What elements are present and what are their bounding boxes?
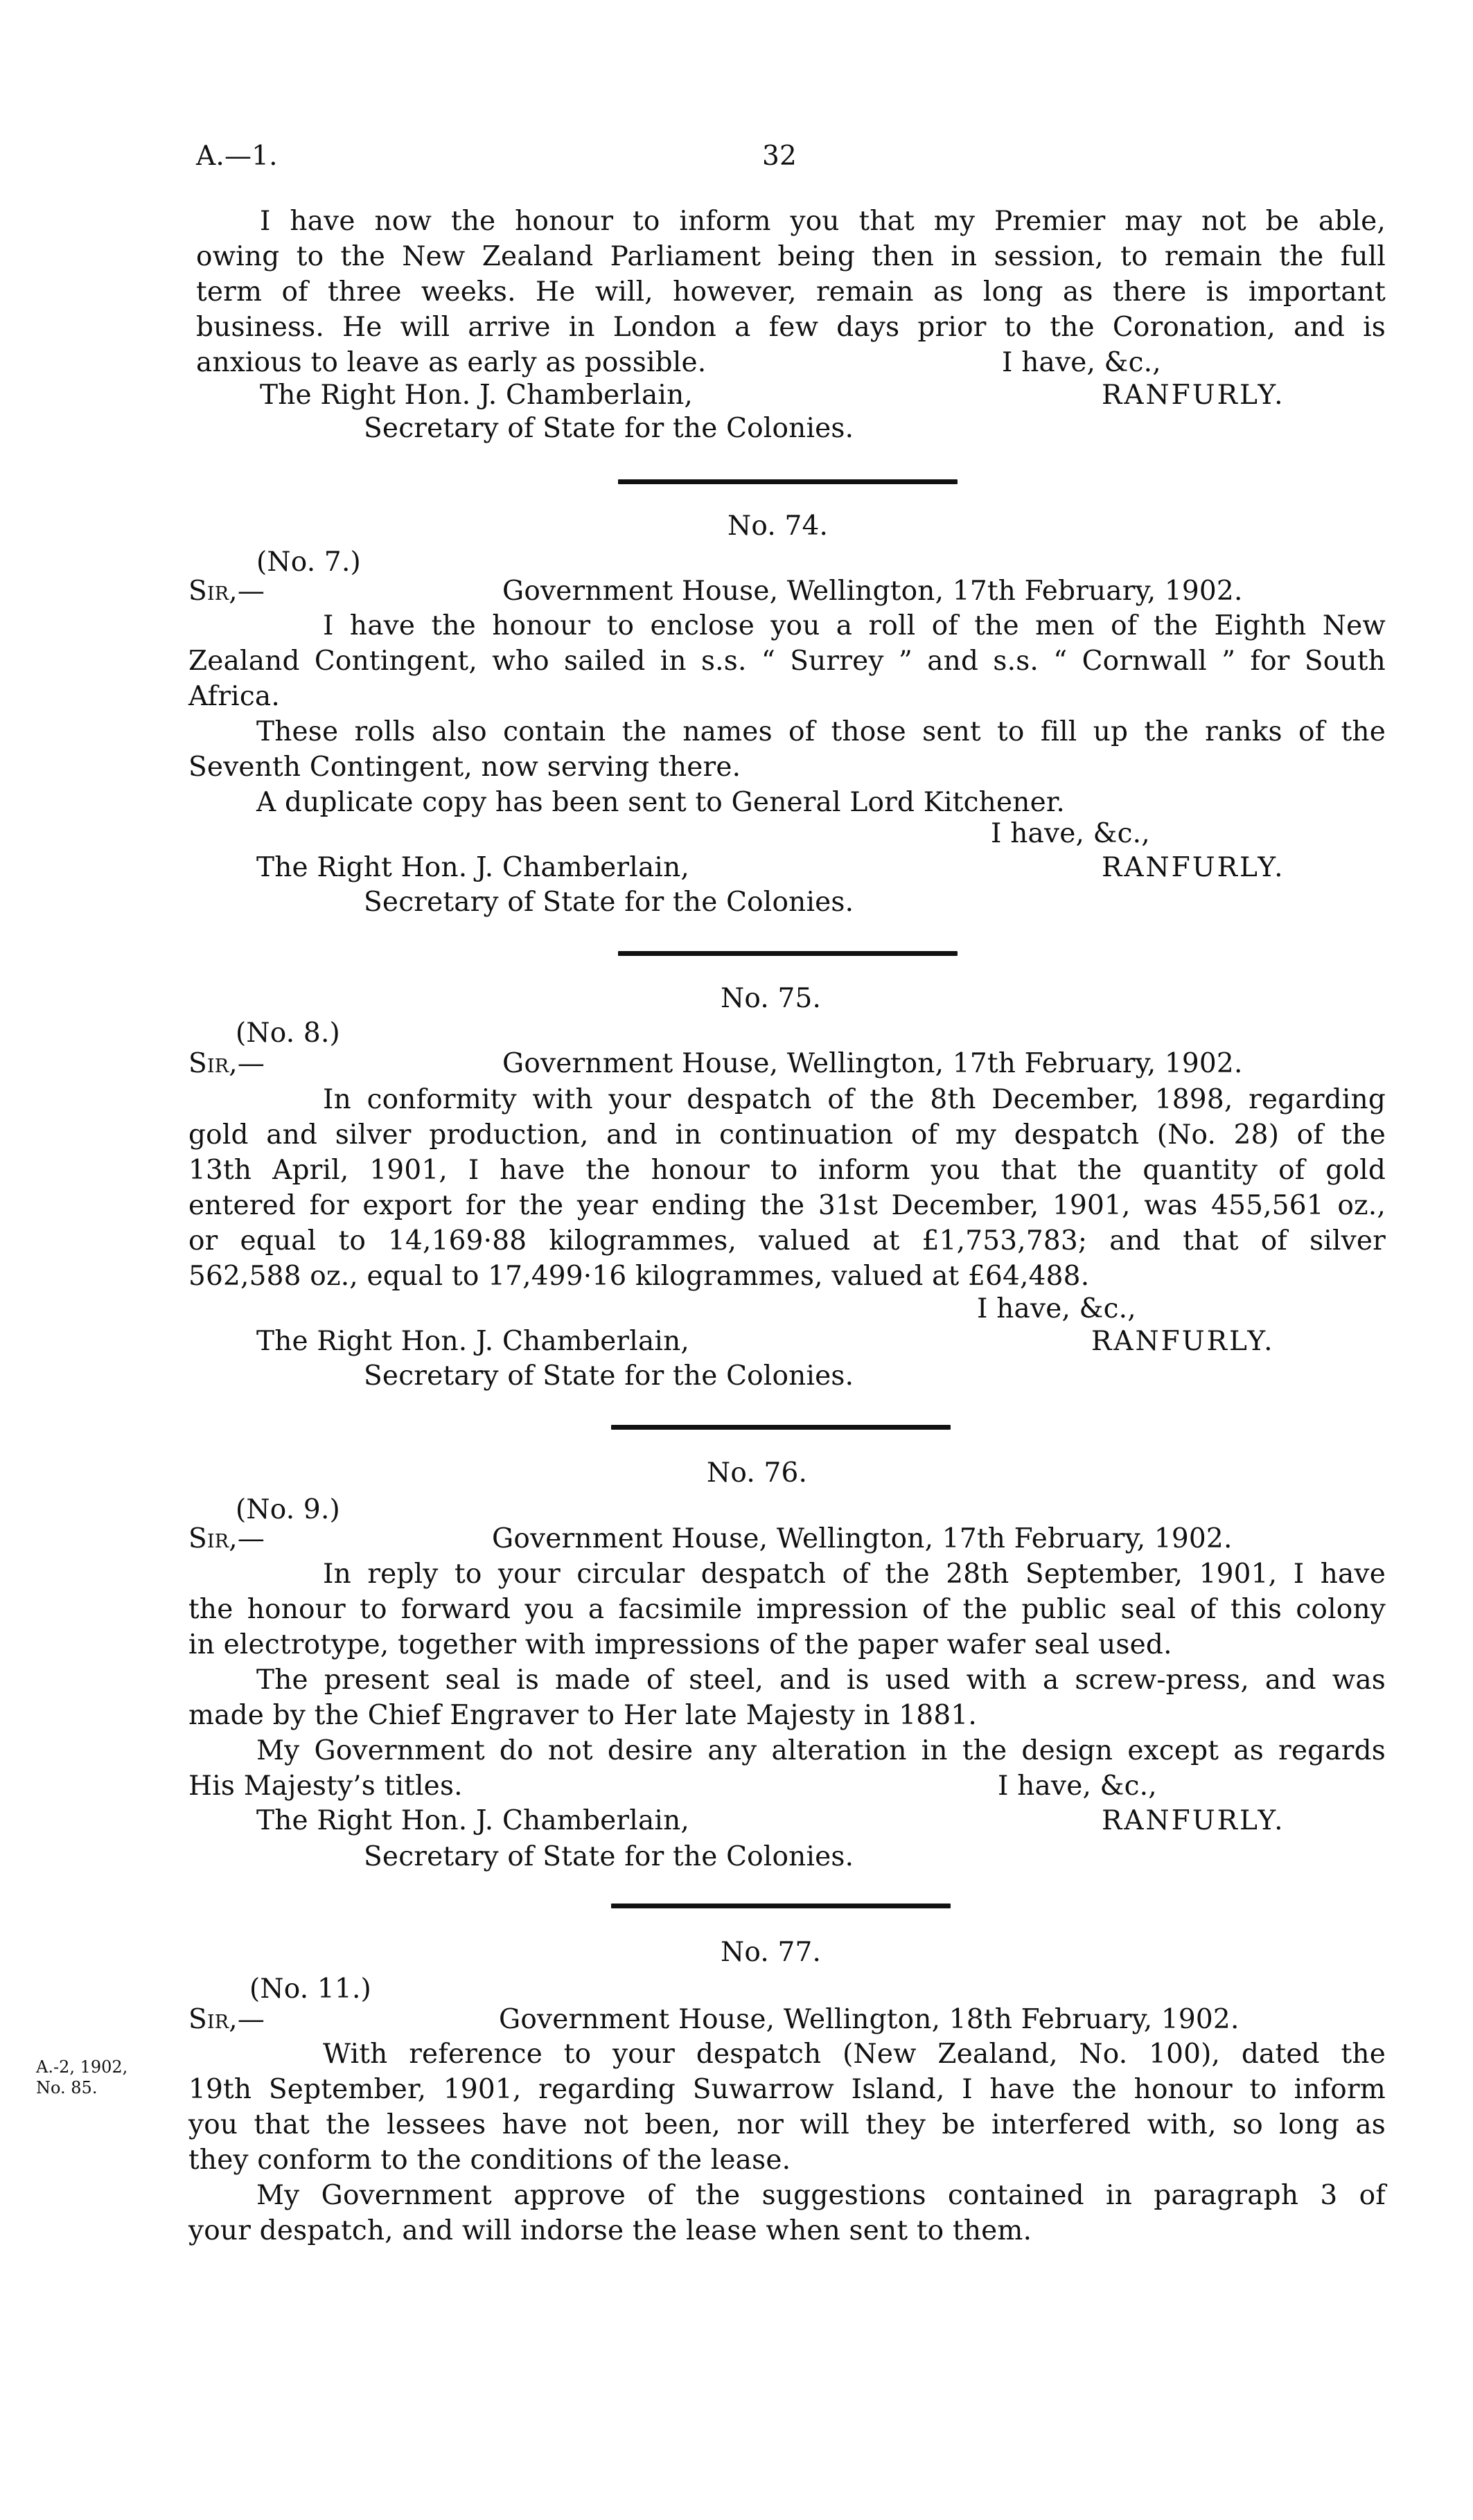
letter-location-date: Government House, Wellington, 18th February, 1902. [499, 2004, 1240, 2035]
letter-location-date: Government House, Wellington, 17th February, 1902. [492, 1523, 1233, 1554]
letter-line: in electrotype, together with impressions of the paper wafer seal used. [188, 1629, 1172, 1660]
letter-ref: (No. 11.) [249, 1973, 371, 2005]
letter-line: or equal to 14,169·88 kilogrammes, valued at £1,753,783; and that of silver [188, 1225, 1386, 1257]
intro-signature: RANFURLY. [1102, 380, 1285, 411]
letter-line: My Government do not desire any alteration in the design except as regards [256, 1735, 1386, 1766]
letter-line: Seventh Contingent, now serving there. [188, 752, 741, 783]
letter-addressee-title: Secretary of State for the Colonies. [364, 887, 854, 918]
letter-line: your despatch, and will indorse the lease when sent to them. [188, 2215, 1032, 2246]
letter-signature: RANFURLY. [1102, 1805, 1285, 1836]
letter-addressee-title: Secretary of State for the Colonies. [364, 1360, 854, 1392]
section-divider [611, 1904, 951, 1908]
letter-line: you that the lessees have not been, nor will they be interfered with, so long as [188, 2109, 1386, 2140]
letter-line: In reply to your circular despatch of the 28th September, 1901, I have [323, 1559, 1386, 1590]
letter-line: made by the Chief Engraver to Her late Majesty in 1881. [188, 1700, 977, 1731]
letter-heading: No. 77. [721, 1937, 822, 1968]
intro-closing: I have, &c., [1002, 347, 1161, 378]
letter-line: These rolls also contain the names of those sent to fill up the ranks of the [256, 716, 1386, 747]
letter-line: gold and silver production, and in continuation of my despatch (No. 28) of the [188, 1119, 1386, 1151]
letter-line: 562,588 oz., equal to 17,499·16 kilogrammes, valued at £64,488. [188, 1261, 1090, 1292]
letter-line: Africa. [188, 681, 280, 712]
letter-line: In conformity with your despatch of the 8th December, 1898, regarding [323, 1084, 1386, 1115]
letter-signature: RANFURLY. [1102, 852, 1285, 883]
intro-line-4: business. He will arrive in London a few days prior to the Coronation, and is [196, 312, 1386, 343]
letter-line: My Government approve of the suggestions contained in paragraph 3 of [256, 2180, 1386, 2211]
letter-line: 19th September, 1901, regarding Suwarrow Island, I have the honour to inform [188, 2074, 1386, 2105]
letter-location-date: Government House, Wellington, 17th February, 1902. [502, 1048, 1243, 1079]
letter-ref: (No. 8.) [236, 1018, 340, 1049]
letter-signature: RANFURLY. [1091, 1326, 1275, 1357]
page-number: 32 [762, 141, 797, 172]
letter-line: A duplicate copy has been sent to General Lord Kitchener. [256, 787, 1066, 818]
letter-addressee: The Right Hon. J. Chamberlain, [256, 1805, 689, 1836]
intro-line-2: owing to the New Zealand Parliament being then in session, to remain the full [196, 241, 1386, 272]
letter-line: With reference to your despatch (New Zealand, No. 100), dated the [323, 2039, 1386, 2070]
margin-reference-note: A.-2, 1902, [36, 2057, 128, 2077]
letter-ref: (No. 9.) [236, 1494, 340, 1525]
letter-salutation: Sir,— [188, 576, 265, 607]
letter-line: His Majesty’s titles. [188, 1771, 463, 1802]
letter-addressee: The Right Hon. J. Chamberlain, [256, 1326, 689, 1357]
letter-addressee-title: Secretary of State for the Colonies. [364, 1841, 854, 1872]
letter-salutation: Sir,— [188, 1048, 265, 1079]
letter-heading: No. 74. [727, 511, 829, 542]
intro-line-5: anxious to leave as early as possible. [196, 347, 707, 378]
intro-addressee-title: Secretary of State for the Colonies. [364, 413, 854, 444]
letter-closing: I have, &c., [977, 1293, 1136, 1324]
letter-salutation: Sir,— [188, 1523, 265, 1554]
letter-heading: No. 75. [721, 983, 822, 1014]
margin-reference-note: No. 85. [36, 2078, 98, 2097]
letter-ref: (No. 7.) [256, 547, 361, 578]
letter-heading: No. 76. [707, 1457, 808, 1489]
letter-closing: I have, &c., [998, 1771, 1157, 1802]
letter-closing: I have, &c., [991, 818, 1150, 849]
section-divider [618, 479, 958, 484]
letter-line: Zealand Contingent, who sailed in s.s. “ Surrey ” and s.s. “ Cornwall ” for South [188, 646, 1386, 677]
letter-location-date: Government House, Wellington, 17th February, 1902. [502, 576, 1243, 607]
section-divider [611, 1425, 951, 1430]
intro-addressee: The Right Hon. J. Chamberlain, [260, 380, 693, 411]
letter-line: the honour to forward you a facsimile impression of the public seal of this colony [188, 1594, 1386, 1625]
letter-salutation: Sir,— [188, 2004, 265, 2035]
letter-line: I have the honour to enclose you a roll of the men of the Eighth New [323, 610, 1386, 641]
letter-addressee: The Right Hon. J. Chamberlain, [256, 852, 689, 883]
letter-line: The present seal is made of steel, and is used with a screw-press, and was [256, 1665, 1386, 1696]
letter-line: 13th April, 1901, I have the honour to inform you that the quantity of gold [188, 1155, 1386, 1186]
intro-line-1: I have now the honour to inform you that my Premier may not be able, [260, 206, 1386, 237]
letter-line: they conform to the conditions of the lease. [188, 2145, 791, 2176]
letter-line: entered for export for the year ending the 31st December, 1901, was 455,561 oz., [188, 1190, 1386, 1221]
intro-line-3: term of three weeks. He will, however, remain as long as there is important [196, 276, 1386, 308]
section-divider [618, 951, 958, 956]
header-section-ref: A.—1. [196, 141, 278, 172]
